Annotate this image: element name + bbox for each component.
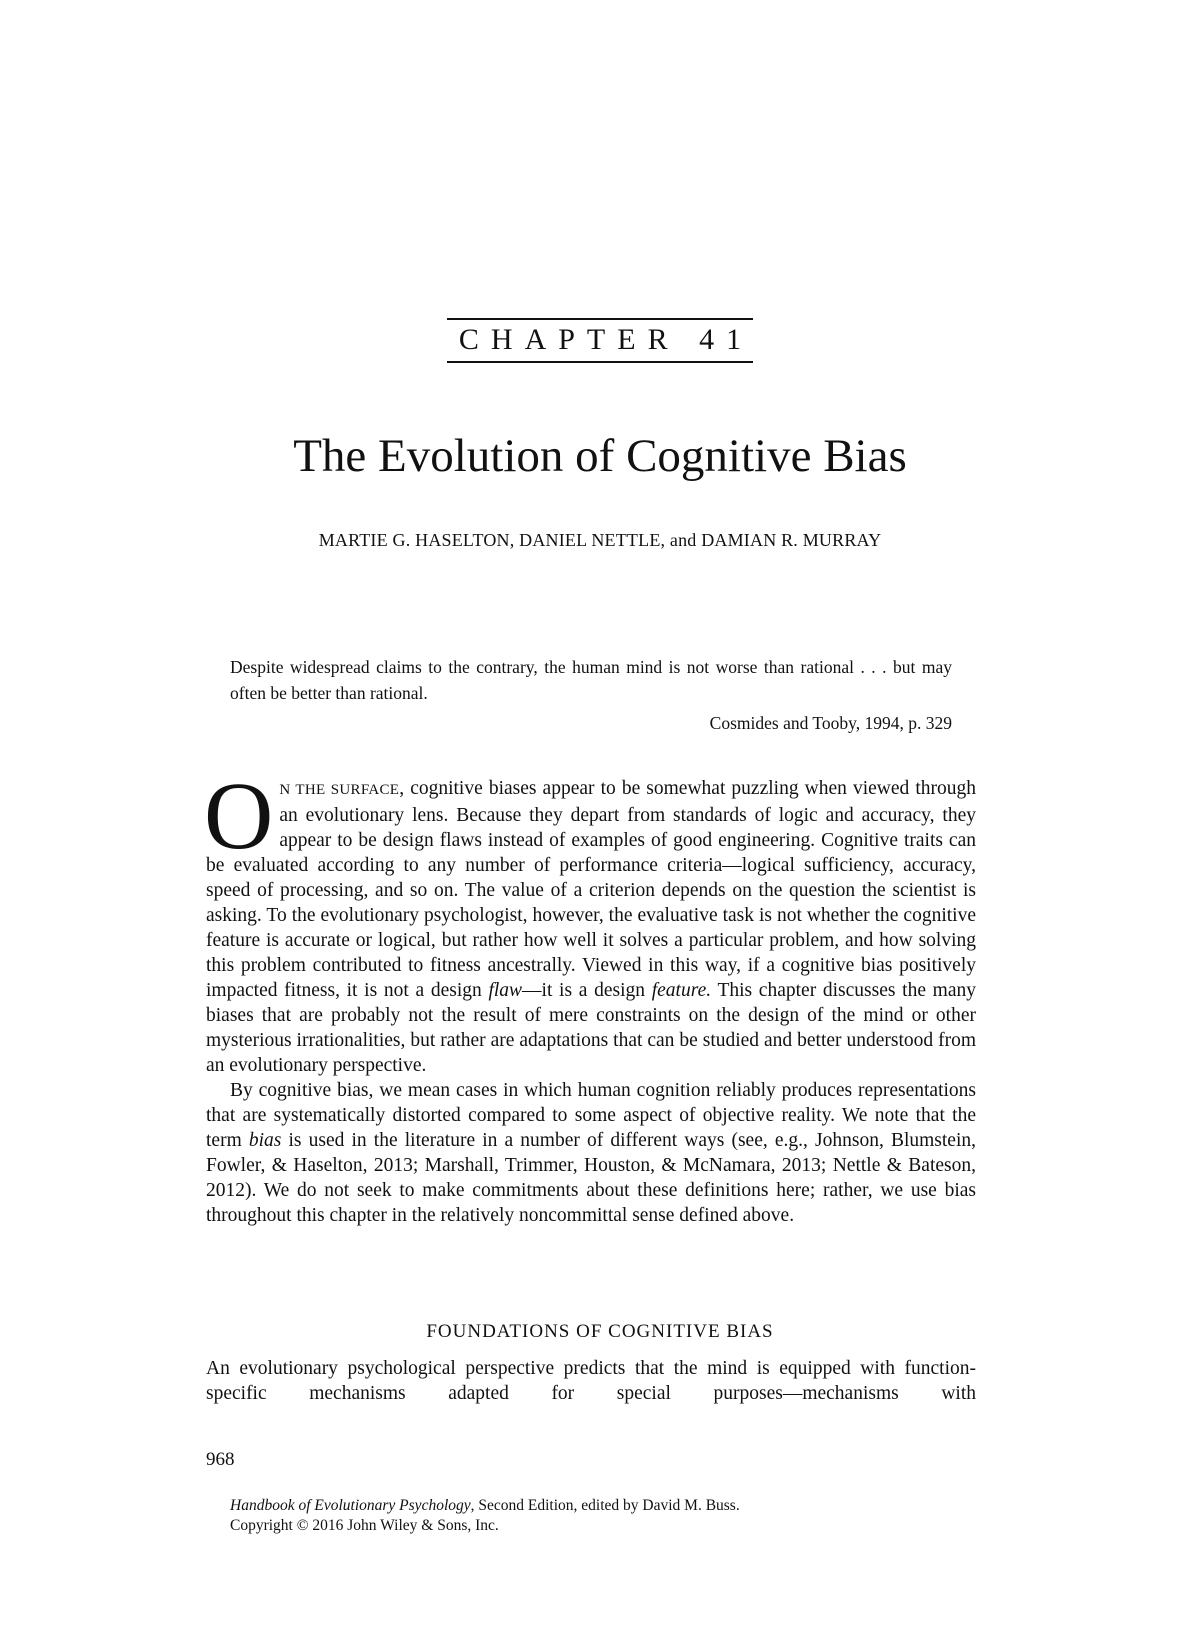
opening-smallcaps: N THE SURFACE [279, 782, 400, 798]
emphasis-flaw: flaw [488, 980, 523, 1001]
chapter-label [0, 318, 1200, 363]
intro-paragraph-2 [206, 1078, 976, 1228]
chapter-authors: MARTIE G. HASELTON, DANIEL NETTLE, and DAMIAN R. MURRAY [318, 530, 882, 550]
edition-text: , Second Edition, edited by David M. Buss. [470, 1497, 740, 1514]
page-number: 968 [206, 1449, 235, 1470]
chapter-title: The Evolution of Cognitive Bias [293, 430, 907, 482]
book-title: Handbook of Evolutionary Psychology [230, 1497, 471, 1514]
epigraph-quote: Despite widespread claims to the contrary, the human mind is not worse than rational . . . but may often be better than rational. [230, 657, 952, 703]
paragraph-text: —it is a design [522, 980, 652, 1001]
footer-citation [230, 1496, 740, 1516]
emphasis-feature: feature. [651, 980, 712, 1001]
section-heading: FOUNDATIONS OF COGNITIVE BIAS [426, 1321, 774, 1342]
intro-paragraph-1 [204, 762, 976, 1078]
section-paragraph: An evolutionary psychological perspective predicts that the mind is equipped with function-specific mechanisms adapted for special purposes—mechanisms with [206, 1358, 976, 1404]
paragraph-text: By cognitive bias, we mean cases in which human cognition reliably produces representations that are systematically distorted compared to some aspect of objective reality. We note that the term [206, 1080, 976, 1151]
paragraph-text: This chapter discusses the many biases that are probably not the result of mere constraints on the design of the mind or other mysterious irrationalities, but rather are adaptations that can be studied and better understood from an evolutionary perspective. [206, 980, 976, 1076]
intro-body [204, 762, 976, 1228]
emphasis-bias: bias [248, 1130, 282, 1151]
copyright-line: Copyright © 2016 John Wiley & Sons, Inc. [230, 1517, 499, 1534]
drop-cap: O [204, 762, 274, 869]
copyright-footer [230, 1496, 740, 1536]
paragraph-text: is used in the literature in a number of different ways (see, e.g., Johnson, Blumstein, Fowler, & Haselton, 2013; Marshall, Trimmer, Houston, & McNamara, 2013; Nettle & Bateson, 2012). We do not seek to make commitments about these definitions here; rather, we use bias throughout this chapter in the relatively noncommittal sense defined above. [206, 1130, 976, 1226]
epigraph-source: Cosmides and Tooby, 1994, p. 329 [709, 713, 952, 733]
paragraph-text: , cognitive biases appear to be somewhat puzzling when viewed through an evolutionary lens. Because they depart from standards of logic and accuracy, they appear to be design flaws instead of examples of good engineering. Cognitive traits can be evaluated according to any number of performance criteria—logical sufficiency, accuracy, speed of processing, and so on. The value of a criterion depends on the question the scientist is asking. To the evolutionary psychologist, however, the evaluative task is not whether the cognitive feature is accurate or logical, but rather how well it solves a particular problem, and how solving this problem contributed to fitness ancestrally. Viewed in this way, if a cognitive bias positively impacted fitness, it is not a design [206, 778, 976, 1001]
chapter-number: CHAPTER 41 [447, 318, 753, 363]
